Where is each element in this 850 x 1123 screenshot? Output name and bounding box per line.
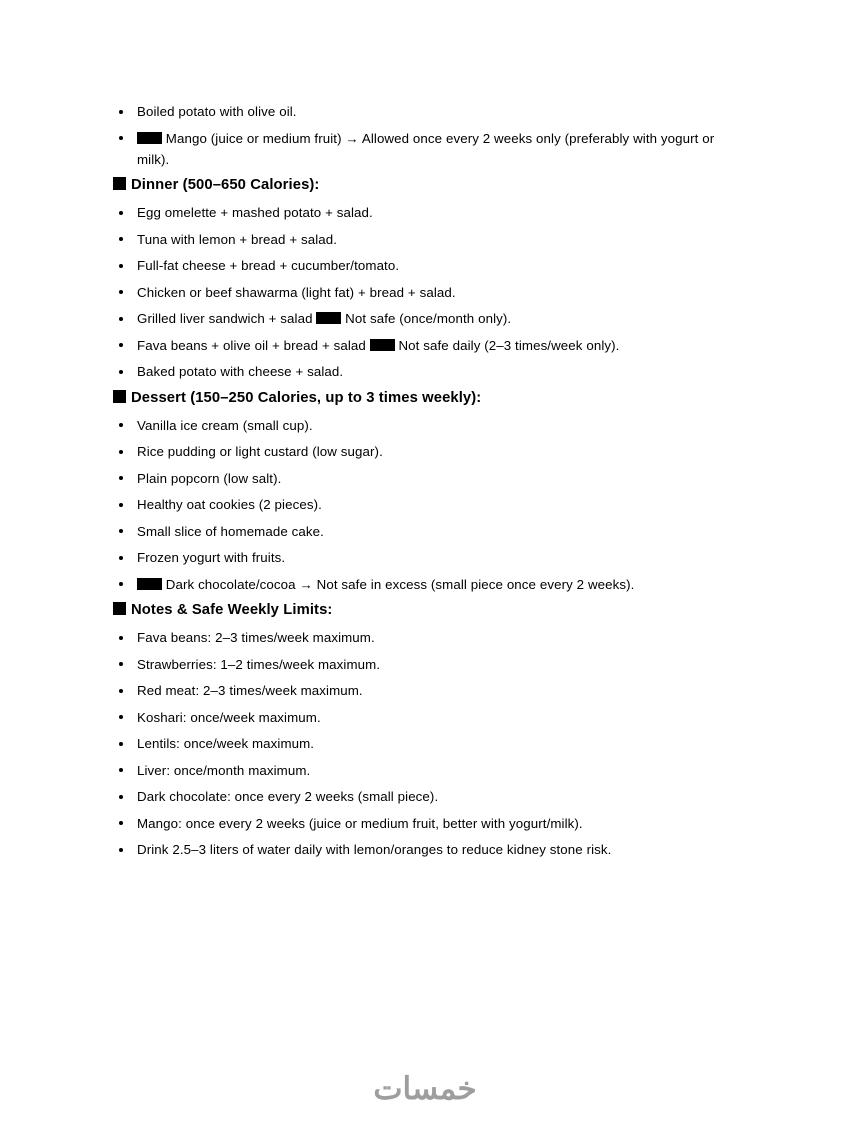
list-item <box>113 574 742 595</box>
bullet-icon <box>119 662 123 666</box>
bullet-icon <box>119 370 123 374</box>
bullet-icon <box>119 582 123 586</box>
section-heading-label: Dessert (150–250 Calories, up to 3 times weekly): <box>131 389 482 406</box>
list-item <box>113 627 742 648</box>
bullet-list <box>113 202 742 382</box>
section-heading <box>113 175 742 195</box>
list-item <box>113 441 742 462</box>
bullet-icon <box>119 290 123 294</box>
list-item <box>113 521 742 542</box>
missing-glyph-block-icon <box>137 132 162 144</box>
bullet-icon <box>119 821 123 825</box>
list-item <box>113 813 742 834</box>
list-item-text: Chicken or beef shawarma (light fat) + bread + salad. <box>137 284 456 300</box>
list-item-text: Mango: once every 2 weeks (juice or medium fruit, better with yogurt/milk). <box>137 815 583 831</box>
missing-glyph-block-icon <box>316 312 341 324</box>
bullet-icon <box>119 136 123 140</box>
list-item <box>113 255 742 276</box>
section-heading-label: Notes & Safe Weekly Limits: <box>131 602 333 618</box>
list-item <box>113 361 742 382</box>
missing-glyph-square-icon <box>113 390 126 403</box>
bullet-icon <box>119 110 123 114</box>
list-item-text: Healthy oat cookies (2 pieces). <box>137 497 322 512</box>
list-item <box>113 468 742 489</box>
list-item-text: Red meat: 2–3 times/week maximum. <box>137 683 363 698</box>
bullet-icon <box>119 476 123 480</box>
list-item <box>113 202 742 223</box>
list-item <box>113 415 742 436</box>
list-item <box>113 654 742 675</box>
list-item-text: Fava beans + olive oil + bread + salad Not safe daily (2–3 times/week only). <box>137 337 620 353</box>
list-item <box>113 707 742 728</box>
section-heading <box>113 388 742 408</box>
bullet-list <box>113 101 742 170</box>
list-item-text: Plain popcorn (low salt). <box>137 470 282 486</box>
bullet-icon <box>119 848 123 852</box>
footer-logo: خمسات <box>373 1071 477 1106</box>
bullet-icon <box>119 689 123 693</box>
list-item-text: Strawberries: 1–2 times/week maximum. <box>137 656 381 672</box>
list-item-text: Baked potato with cheese + salad. <box>137 364 344 379</box>
list-item <box>113 101 742 122</box>
list-item <box>113 282 742 303</box>
bullet-icon <box>119 450 123 454</box>
bullet-icon <box>119 795 123 799</box>
list-item <box>113 335 742 356</box>
footer <box>0 1071 850 1107</box>
list-item-text: Dark chocolate: once every 2 weeks (small piece). <box>137 789 439 804</box>
bullet-icon <box>119 317 123 321</box>
bullet-icon <box>119 715 123 719</box>
list-item <box>113 229 742 250</box>
bullet-icon <box>119 742 123 746</box>
missing-glyph-block-icon <box>137 578 162 590</box>
missing-glyph-block-icon <box>370 339 395 351</box>
list-item <box>113 128 742 170</box>
list-item-text: Frozen yogurt with fruits. <box>137 550 286 565</box>
missing-glyph-square-icon <box>113 602 126 615</box>
list-item-text: Dark chocolate/cocoa → Not safe in excess (small piece once every 2 weeks). <box>137 577 634 592</box>
list-item <box>113 839 742 860</box>
section-heading <box>113 600 742 620</box>
bullet-icon <box>119 503 123 507</box>
list-item-text: Grilled liver sandwich + salad Not safe (once/month only). <box>137 311 512 326</box>
bullet-list <box>113 415 742 595</box>
list-item-text: Egg omelette + mashed potato + salad. <box>137 205 373 220</box>
list-item-text: Full-fat cheese + bread + cucumber/tomato. <box>137 258 400 273</box>
bullet-icon <box>119 423 123 427</box>
list-item <box>113 680 742 701</box>
list-item-text: Small slice of homemade cake. <box>137 523 324 539</box>
bullet-icon <box>119 211 123 215</box>
section-heading-label: Dinner (500–650 Calories): <box>131 177 320 193</box>
list-item <box>113 786 742 807</box>
list-item-text: Vanilla ice cream (small cup). <box>137 417 313 433</box>
list-item-text: Boiled potato with olive oil. <box>137 104 297 119</box>
bullet-icon <box>119 768 123 772</box>
list-item <box>113 760 742 781</box>
list-item-text: Fava beans: 2–3 times/week maximum. <box>137 630 375 645</box>
bullet-icon <box>119 636 123 640</box>
bullet-icon <box>119 529 123 533</box>
bullet-icon <box>119 237 123 241</box>
list-item-text: Mango (juice or medium fruit) → Allowed once every 2 weeks only (preferably with yogurt or milk). <box>137 130 715 167</box>
list-item-text: Koshari: once/week maximum. <box>137 709 321 725</box>
list-item-text: Rice pudding or light custard (low sugar). <box>137 444 383 459</box>
list-item-text: Lentils: once/week maximum. <box>137 736 315 751</box>
list-item-text: Drink 2.5–3 liters of water daily with lemon/oranges to reduce kidney stone risk. <box>137 842 612 857</box>
bullet-icon <box>119 556 123 560</box>
bullet-icon <box>119 264 123 268</box>
list-item <box>113 733 742 754</box>
bullet-list <box>113 627 742 860</box>
list-item <box>113 308 742 329</box>
list-item <box>113 494 742 515</box>
list-item <box>113 547 742 568</box>
list-item-text: Tuna with lemon + bread + salad. <box>137 231 338 247</box>
bullet-icon <box>119 343 123 347</box>
missing-glyph-square-icon <box>113 177 126 190</box>
list-item-text: Liver: once/month maximum. <box>137 762 311 778</box>
document-content <box>113 101 742 866</box>
